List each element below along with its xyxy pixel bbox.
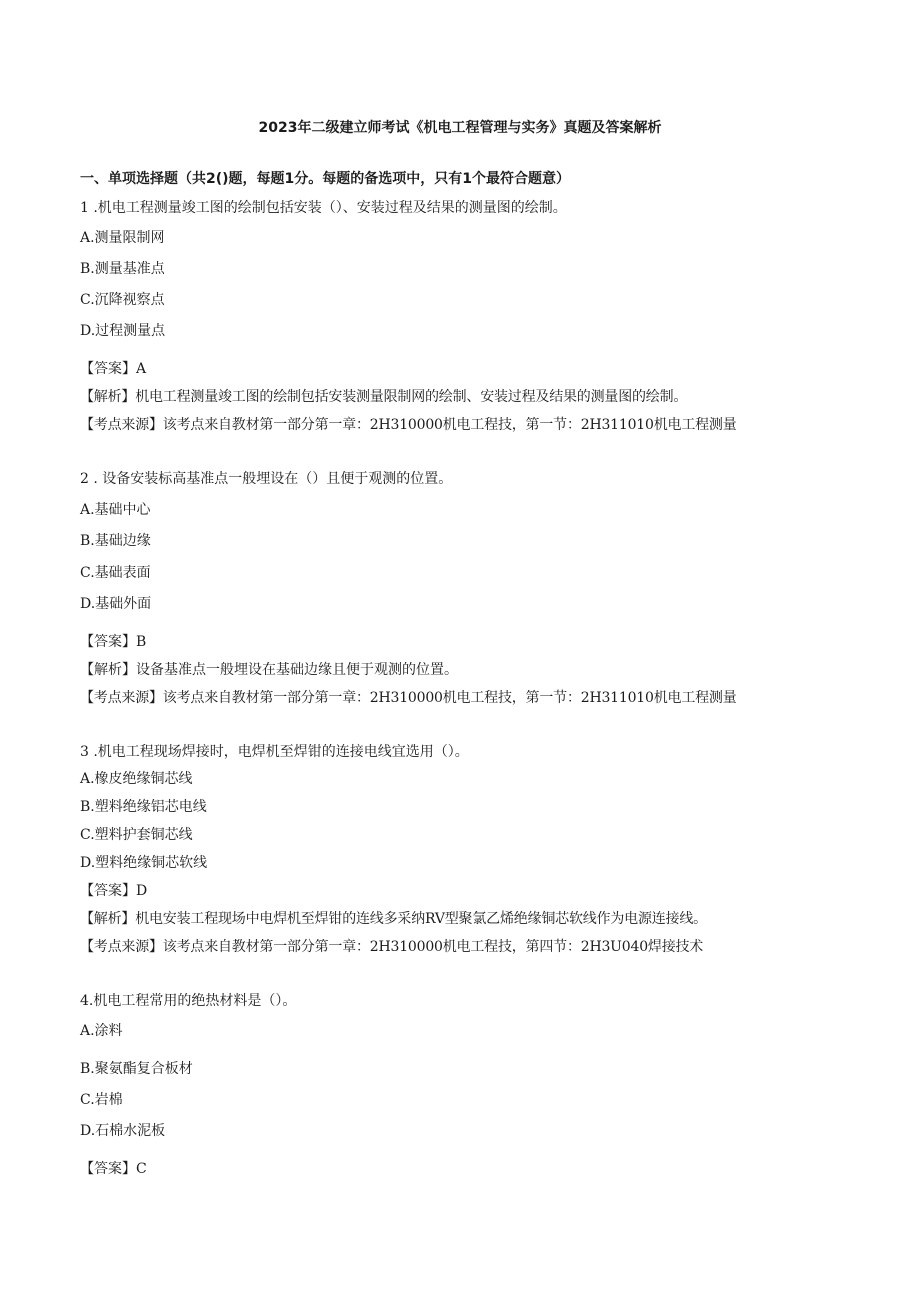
question-1-stem: 1 .机电工程测量竣工图的绘制包括安装（）、安装过程及结果的测量图的绘制。: [80, 200, 567, 216]
question-1-option-b: B.测量基准点: [80, 261, 165, 277]
question-3-answer: 【答案】D: [80, 883, 148, 899]
question-4-option-a: A.涂料: [80, 1023, 123, 1039]
question-2-option-d: D.基础外面: [80, 596, 152, 612]
question-3-option-c: C.塑料护套铜芯线: [80, 827, 193, 843]
question-4-option-c: C.岩棉: [80, 1092, 123, 1108]
question-2-option-b: B.基础边缘: [80, 533, 151, 549]
question-4-stem: 4.机电工程常用的绝热材料是（）。: [80, 993, 297, 1009]
question-1-analysis: 【解析】机电工程测量竣工图的绘制包括安装测量限制网的绘制、安装过程及结果的测量图的绘制。: [80, 389, 688, 405]
question-2-analysis: 【解析】设备基准点一般埋设在基础边缘且便于观测的位置。: [80, 662, 458, 678]
question-1-option-a: A.测量限制网: [80, 230, 165, 246]
question-4-option-b: B.聚氨酯复合板材: [80, 1061, 193, 1077]
question-1-answer: 【答案】A: [80, 361, 147, 377]
question-4-answer: 【答案】C: [80, 1161, 147, 1177]
question-2-stem: 2 . 设备安装标高基准点一般埋设在（）且便于观测的位置。: [80, 471, 453, 487]
question-1-source: 【考点来源】该考点来自教材第一部分第一章：2H310000机电工程技，第一节：2H311010机电工程测量: [80, 417, 737, 433]
question-3-source: 【考点来源】该考点来自教材第一部分第一章：2H310000机电工程技，第四节：2H3U040焊接技术: [80, 939, 704, 955]
question-3-analysis: 【解析】机电安装工程现场中电焊机至焊钳的连线多采纳RV型聚氯乙烯绝缘铜芯软线作为电源连接线。: [80, 911, 707, 927]
question-4-option-d: D.石棉水泥板: [80, 1123, 166, 1139]
question-2-option-a: A.基础中心: [80, 502, 151, 518]
question-2-answer: 【答案】B: [80, 634, 147, 650]
question-3-option-a: A.橡皮绝缘铜芯线: [80, 771, 193, 787]
question-2-source: 【考点来源】该考点来自教材第一部分第一章：2H310000机电工程技，第一节：2H311010机电工程测量: [80, 690, 737, 706]
question-1-option-c: C.沉降视察点: [80, 292, 165, 308]
question-3-stem: 3 .机电工程现场焊接时，电焊机至焊钳的连接电线宜选用（）。: [80, 744, 469, 760]
question-3-option-d: D.塑料绝缘铜芯软线: [80, 855, 208, 871]
question-1-option-d: D.过程测量点: [80, 323, 166, 339]
section-heading: 一、单项选择题（共2()题，每题1分。每题的备选项中，只有1个最符合题意）: [80, 171, 571, 187]
document-title: 2023年二级建立师考试《机电工程管理与实务》真题及答案解析: [258, 120, 662, 136]
question-3-option-b: B.塑料绝缘铝芯电线: [80, 799, 207, 815]
question-2-option-c: C.基础表面: [80, 565, 151, 581]
